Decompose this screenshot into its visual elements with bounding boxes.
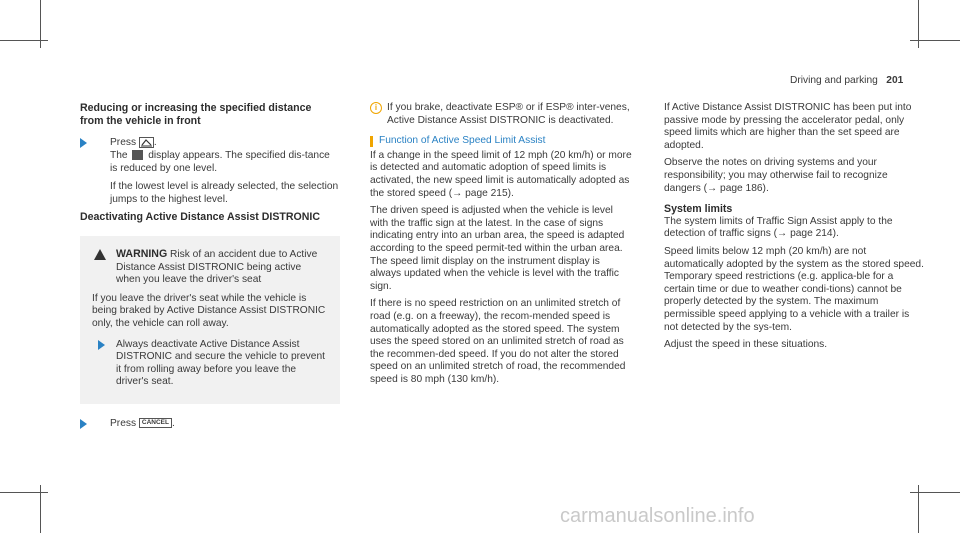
arrow-bullet-icon bbox=[80, 138, 87, 148]
crop-mark bbox=[910, 40, 960, 41]
crop-mark bbox=[910, 492, 960, 493]
step-press-cancel: Press CANCEL . bbox=[80, 418, 340, 431]
column-1 bbox=[80, 102, 340, 435]
paragraph: The driven speed is adjusted when the vehicle is level with the traffic sign at the latest. In the case of signs indicating entry into an urban area, the speed is adapted according to the speed permit-ted within the urban area. The speed limit display on the instrument display is always updated when the vehicle is level with the traffic sign. bbox=[370, 205, 625, 292]
paragraph: If there is no speed restriction on an unlimited stretch of road (e.g. on a freeway), the recom-mended speed is automatically adopted as the stored speed. The system uses the speed stored on an unlimited stretch of road as the recommen-ded speed. If you do not alter the stored speed on an unlimited stretch of road, the recommended speed is 80 mph (130 km/h). bbox=[370, 298, 626, 385]
step-note: If the lowest level is already selected, the selection jumps to the highest level. bbox=[110, 181, 339, 205]
info-icon: i bbox=[370, 102, 382, 114]
arrow-bullet-icon bbox=[98, 340, 105, 350]
watermark: carmanualsonline.info bbox=[560, 505, 755, 527]
warning-step: Always deactivate Active Distance Assist DISTRONIC and secure the vehicle to prevent it from rolling away before you leave the driver's seat. bbox=[92, 339, 328, 389]
crop-mark bbox=[0, 492, 48, 493]
page-header bbox=[790, 75, 903, 86]
info-note bbox=[370, 102, 632, 127]
heading-system-limits: System limits bbox=[664, 203, 733, 216]
subheading-speed-limit-assist: Function of Active Speed Limit Assist bbox=[370, 135, 632, 148]
heading-deactivating: Deactivating Active Distance Assist DISTRONIC bbox=[80, 211, 320, 224]
paragraph: Observe the notes on driving systems and your responsibility; you may otherwise fail to recognize dangers (→ page 186). bbox=[664, 157, 888, 194]
info-text: If you brake, deactivate ESP® or if ESP® inter-venes, Active Distance Assist DISTRONIC is deactivated. bbox=[387, 102, 630, 126]
paragraph: Speed limits below 12 mph (20 km/h) are not automatically adopted by the system as the stored speed. Temporary speed restrictions (e.g. applica-ble for a certain time or due to weather condi-tions) cannot be properly detected by the system. The maximum permissible speed applying to a vehicle with a trailer is not detected by the sys-tem. bbox=[664, 245, 924, 333]
page-number: 201 bbox=[886, 75, 904, 86]
warning-box bbox=[80, 236, 340, 404]
vehicle-distance-icon bbox=[132, 150, 143, 160]
column-2 bbox=[370, 102, 632, 391]
crop-mark bbox=[0, 40, 48, 41]
heading-reducing-distance: Reducing or increasing the specified distance from the vehicle in front bbox=[80, 102, 312, 127]
arrow-bullet-icon bbox=[80, 419, 87, 429]
distance-button-icon bbox=[139, 137, 154, 148]
warning-header bbox=[92, 248, 328, 287]
cancel-key-icon: CANCEL bbox=[139, 418, 172, 428]
warning-body: If you leave the driver's seat while the vehicle is being braked by Active Distance Assist DISTRONIC only, the vehicle can roll away. bbox=[92, 292, 326, 329]
paragraph: If a change in the speed limit of 12 mph (20 km/h) or more is detected and automatic adoption of speed limits is activated, the new speed limit is automatically adopted as the stored speed (→ page 215). bbox=[370, 149, 632, 199]
paragraph: The system limits of Traffic Sign Assist apply to the detection of traffic signs (→ page 214). bbox=[664, 215, 893, 240]
warning-text: Risk of an accident due to Active Distance Assist DISTRONIC being active when you leave the driver's seat bbox=[116, 248, 318, 286]
warning-icon bbox=[94, 249, 106, 260]
column-3 bbox=[664, 102, 926, 357]
paragraph: Adjust the speed in these situations. bbox=[664, 339, 828, 351]
warning-label: WARNING bbox=[116, 247, 168, 260]
paragraph: If Active Distance Assist DISTRONIC has been put into passive mode by pressing the accelerator pedal, only speed limits which are higher than the set speed are adopted. bbox=[664, 102, 912, 151]
section-title: Driving and parking bbox=[790, 75, 878, 86]
step-press-distance: Press . The display appears. The specified dis-tance is reduced by one level. If the lowest level is already selected, the selection jumps to the highest level. bbox=[80, 137, 340, 206]
